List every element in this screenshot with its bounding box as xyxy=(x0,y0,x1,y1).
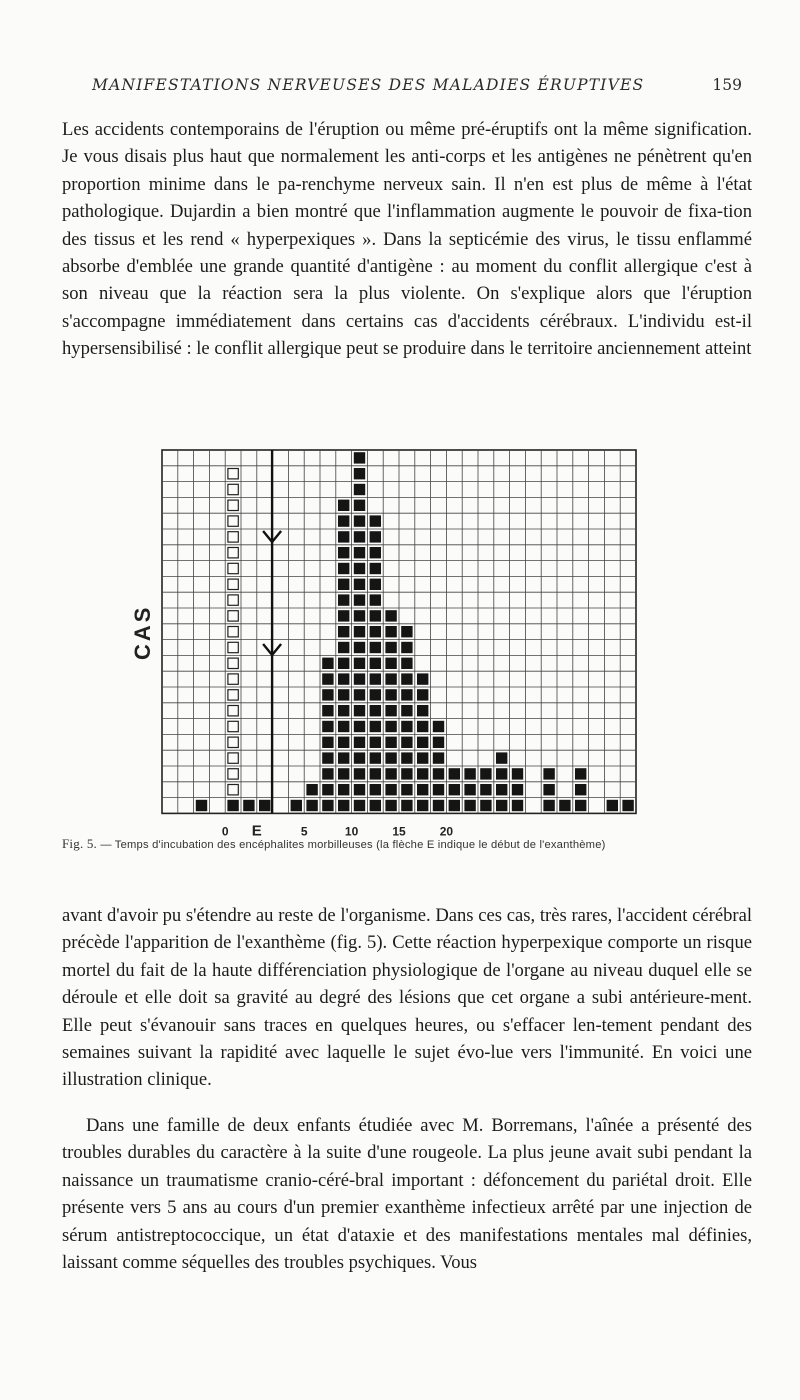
prodromal-case-mark xyxy=(228,674,238,684)
case-square xyxy=(370,768,381,779)
case-square xyxy=(417,689,428,700)
case-square xyxy=(338,784,349,795)
case-square xyxy=(354,515,365,526)
prodromal-case-mark xyxy=(228,721,238,731)
case-square xyxy=(401,800,412,811)
prodromal-case-mark xyxy=(228,642,238,652)
case-square xyxy=(385,721,396,732)
case-square xyxy=(354,468,365,479)
case-square xyxy=(354,673,365,684)
prodromal-case-mark xyxy=(228,532,238,542)
case-square xyxy=(575,784,586,795)
prodromal-hollow-marks xyxy=(228,469,238,795)
case-square xyxy=(385,784,396,795)
prodromal-case-mark xyxy=(228,690,238,700)
prodromal-case-mark xyxy=(228,579,238,589)
case-square xyxy=(354,563,365,574)
case-square xyxy=(464,768,475,779)
prodromal-case-mark xyxy=(228,516,238,526)
prodromal-case-mark xyxy=(228,769,238,779)
prodromal-case-mark xyxy=(228,737,238,747)
case-square xyxy=(370,721,381,732)
case-square xyxy=(401,752,412,763)
case-square xyxy=(354,721,365,732)
case-square xyxy=(322,721,333,732)
case-square xyxy=(354,689,365,700)
x-tick-label: 20 xyxy=(439,824,454,839)
prodromal-case-mark xyxy=(228,753,238,763)
case-square xyxy=(338,752,349,763)
case-square xyxy=(354,484,365,495)
case-square xyxy=(227,800,238,811)
case-square xyxy=(370,705,381,716)
case-square xyxy=(291,800,302,811)
case-square xyxy=(338,673,349,684)
prodromal-case-mark xyxy=(228,611,238,621)
case-square xyxy=(622,800,633,811)
prodromal-case-mark xyxy=(228,484,238,494)
case-square xyxy=(385,610,396,621)
case-square xyxy=(338,500,349,511)
case-square xyxy=(354,752,365,763)
running-title: MANIFESTATIONS NERVEUSES DES MALADIES ÉRUPTIVES xyxy=(92,76,645,94)
case-square xyxy=(449,784,460,795)
page-number: 159 xyxy=(712,76,742,94)
case-square xyxy=(306,800,317,811)
case-square xyxy=(417,752,428,763)
prodromal-case-mark xyxy=(228,627,238,637)
case-square xyxy=(322,800,333,811)
case-square xyxy=(338,594,349,605)
prodromal-case-mark xyxy=(228,658,238,668)
case-square xyxy=(370,563,381,574)
case-square xyxy=(401,658,412,669)
case-square xyxy=(354,626,365,637)
case-square xyxy=(401,705,412,716)
case-square xyxy=(433,721,444,732)
prodromal-case-mark xyxy=(228,548,238,558)
case-square xyxy=(385,673,396,684)
case-square xyxy=(449,768,460,779)
case-square xyxy=(354,547,365,558)
case-square xyxy=(433,752,444,763)
case-square xyxy=(433,737,444,748)
case-square xyxy=(385,737,396,748)
case-square xyxy=(370,673,381,684)
case-square xyxy=(401,721,412,732)
case-square xyxy=(417,673,428,684)
case-square xyxy=(512,800,523,811)
case-square xyxy=(512,768,523,779)
case-square xyxy=(449,800,460,811)
case-square xyxy=(433,800,444,811)
case-square xyxy=(417,784,428,795)
figure-caption-text: — Temps d'incubation des encéphalites morbilleuses (la flèche E indique le début de l'exanthème) xyxy=(100,839,606,851)
case-square xyxy=(401,626,412,637)
x-tick-label: 5 xyxy=(300,824,308,839)
case-square xyxy=(322,737,333,748)
x-tick-label: 10 xyxy=(344,824,359,839)
prodromal-case-mark xyxy=(228,706,238,716)
case-square xyxy=(385,626,396,637)
case-square xyxy=(417,705,428,716)
case-square xyxy=(401,689,412,700)
prodromal-case-mark xyxy=(228,500,238,510)
case-square xyxy=(401,642,412,653)
case-square xyxy=(338,768,349,779)
case-square xyxy=(196,800,207,811)
case-square xyxy=(338,737,349,748)
case-square xyxy=(322,784,333,795)
case-square xyxy=(370,737,381,748)
case-square xyxy=(385,752,396,763)
case-square xyxy=(496,752,507,763)
paragraph-1: Les accidents contemporains de l'éruption ou même pré-éruptifs ont la même signification. Je vous disais plus haut que normalement les anti-corps et les antigènes ne pénètrent qu'en proportion minime dans le pa-renchyme nerveux sain. Il n'en est plus de même à l'état pathologique. Dujardin a bien montré que l'inflammation augmente le pouvoir de fixa-tion des tissus et les rend « hyperpexiques ». Dans la septicémie des virus, le tissu enflammé absorbe d'emblée une grande quantité d'antigène : au moment du conflit allergique c'est à son niveau que la réaction sera la plus violente. On s'explique alors que l'éruption s'accompagne immédiatement dans certains cas d'accidents cérébraux. L'individu est-il hypersensibilisé : le conflit allergique peut se produire dans le territoire anciennement atteint xyxy=(62,119,752,360)
case-square xyxy=(322,752,333,763)
case-square xyxy=(338,689,349,700)
case-square xyxy=(354,800,365,811)
case-square xyxy=(338,563,349,574)
case-square xyxy=(322,705,333,716)
case-square xyxy=(243,800,254,811)
case-square xyxy=(559,800,570,811)
case-square xyxy=(385,768,396,779)
case-square xyxy=(496,800,507,811)
case-square xyxy=(496,768,507,779)
case-square xyxy=(401,673,412,684)
case-square xyxy=(338,658,349,669)
paragraph-3: Dans une famille de deux enfants étudiée avec M. Borremans, l'aînée a présenté des troubles durables du caractère à la suite d'une rougeole. La plus jeune avait subi pendant la naissance un traumatisme cranio-céré-bral important : défoncement du pariétal droit. Elle présente vers 5 ans au cours d'un premier exanthème infectieux arrêté par une injection de sérum antistreptococcique, un état d'ataxie et des manifestations mentales mal définies, laissant comme séquelles des troubles psychiques. Vous xyxy=(62,1115,752,1274)
case-square xyxy=(370,547,381,558)
case-square xyxy=(480,800,491,811)
figure-label: Fig. 5. xyxy=(62,836,97,851)
case-square xyxy=(354,768,365,779)
case-square xyxy=(575,800,586,811)
case-square xyxy=(338,800,349,811)
case-square xyxy=(575,768,586,779)
case-square xyxy=(338,721,349,732)
prodromal-case-mark xyxy=(228,563,238,573)
case-square xyxy=(322,673,333,684)
case-square xyxy=(385,689,396,700)
case-square xyxy=(370,658,381,669)
case-square xyxy=(322,768,333,779)
prodromal-case-mark xyxy=(228,785,238,795)
case-square xyxy=(259,800,270,811)
case-square xyxy=(338,610,349,621)
case-square xyxy=(354,784,365,795)
figure-caption xyxy=(62,836,762,852)
paragraph-2: avant d'avoir pu s'étendre au reste de l'organisme. Dans ces cas, très rares, l'accident cérébral précède l'apparition de l'exanthème (fig. 5). Cette réaction hyperpexique comporte un risque mortel du fait de la haute différenciation physiologique de l'organe au niveau duquel elle se déroule et elle doit sa gravité au degré des lésions que cet organe a subi antérieure-ment. Elle peut s'évanouir sans traces en quelques heures, ou s'effacer len-tement pendant des semaines suivant la rapidité avec laquelle le sujet évo-lue vers l'immunité. En voici une illustration clinique. xyxy=(62,905,752,1091)
case-square xyxy=(354,737,365,748)
eruption-arrow xyxy=(263,450,281,813)
case-square xyxy=(322,689,333,700)
case-square xyxy=(385,658,396,669)
case-square xyxy=(354,610,365,621)
x-tick-label: 0 xyxy=(221,824,229,839)
case-square xyxy=(385,800,396,811)
case-square xyxy=(401,784,412,795)
case-square xyxy=(322,658,333,669)
case-square xyxy=(401,737,412,748)
case-square xyxy=(370,515,381,526)
case-square xyxy=(370,800,381,811)
case-square xyxy=(338,626,349,637)
case-square xyxy=(370,642,381,653)
case-square xyxy=(464,784,475,795)
case-square xyxy=(370,531,381,542)
case-square xyxy=(338,642,349,653)
case-square xyxy=(417,768,428,779)
case-square xyxy=(385,705,396,716)
prodromal-case-mark xyxy=(228,595,238,605)
case-square xyxy=(417,737,428,748)
case-square xyxy=(370,610,381,621)
y-axis-label-text: CAS xyxy=(130,604,155,660)
case-square xyxy=(464,800,475,811)
prodromal-case-mark xyxy=(228,469,238,479)
case-square xyxy=(338,547,349,558)
case-square xyxy=(385,642,396,653)
case-square xyxy=(354,658,365,669)
case-square xyxy=(433,768,444,779)
case-square xyxy=(370,626,381,637)
case-square xyxy=(370,689,381,700)
case-square xyxy=(354,531,365,542)
case-square xyxy=(354,642,365,653)
case-square xyxy=(354,500,365,511)
case-square xyxy=(370,579,381,590)
case-square xyxy=(370,752,381,763)
case-square xyxy=(480,768,491,779)
case-square xyxy=(370,784,381,795)
case-square xyxy=(354,594,365,605)
case-square xyxy=(543,784,554,795)
case-square xyxy=(401,768,412,779)
case-square xyxy=(354,705,365,716)
case-square xyxy=(543,768,554,779)
chart-grid xyxy=(162,450,636,813)
case-square xyxy=(417,800,428,811)
case-square xyxy=(370,594,381,605)
case-square xyxy=(433,784,444,795)
case-square xyxy=(354,579,365,590)
x-tick-label: E xyxy=(251,822,262,840)
x-tick-label: 15 xyxy=(392,824,406,839)
case-square xyxy=(338,531,349,542)
case-square xyxy=(512,784,523,795)
case-square xyxy=(338,515,349,526)
case-square xyxy=(354,452,365,463)
case-square xyxy=(338,579,349,590)
case-square xyxy=(417,721,428,732)
case-square xyxy=(338,705,349,716)
case-square xyxy=(543,800,554,811)
case-square xyxy=(306,784,317,795)
case-square xyxy=(607,800,618,811)
case-square xyxy=(480,784,491,795)
case-square xyxy=(496,784,507,795)
